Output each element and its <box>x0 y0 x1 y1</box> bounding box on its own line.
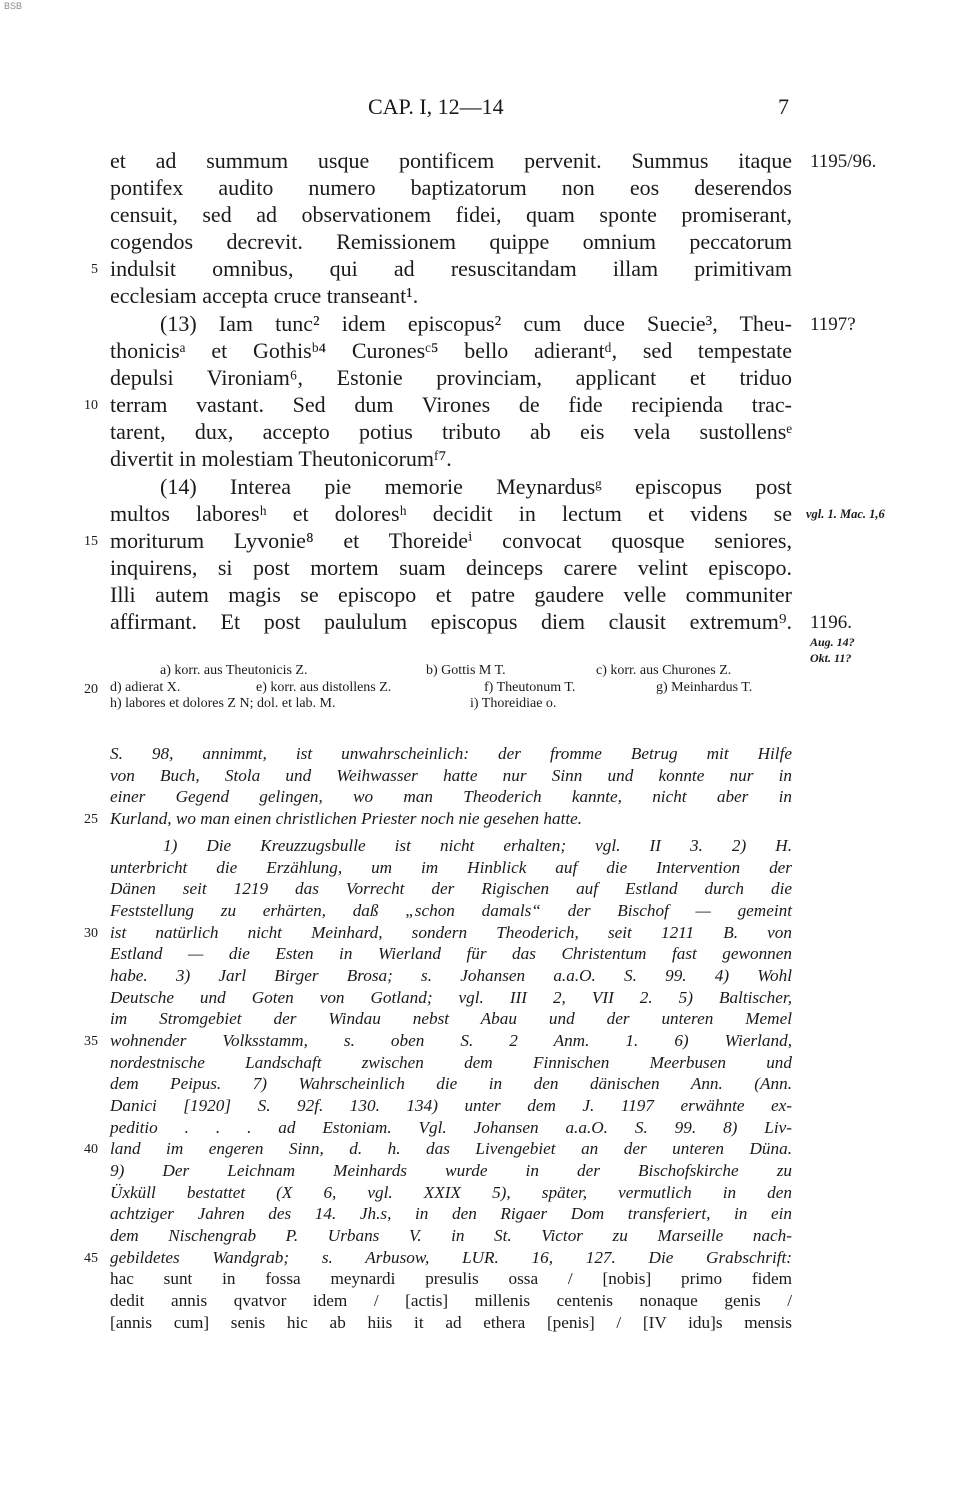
footnote-line: Kurland, wo man einen christlichen Priester noch nie gesehen hatte. <box>110 809 583 828</box>
footnote-line: dem Nischengrab P. Urbans V. in St. Victor zu Marseille nach- <box>110 1226 792 1245</box>
apparatus-note: h) labores et dolores Z N; dol. et lab. M. <box>110 696 336 711</box>
chapter-reference: CAP. I, 12—14 <box>368 94 504 119</box>
main-text-line: depulsi Vironiam⁶, Estonie provinciam, applicant et triduo <box>110 365 792 390</box>
line-number: 5 <box>91 262 98 277</box>
main-text-line: (14) Interea pie memorie Meynardusᵍ episcopus post <box>160 474 792 499</box>
line-number: 10 <box>84 398 98 413</box>
main-text-line: multos laboresʰ et doloresʰ decidit in lectum et videns se <box>110 501 792 526</box>
main-text-line: affirmant. Et post paululum episcopus diem clausit extremum⁹. <box>110 609 792 634</box>
footnote-line: gebildetes Wandgrab; s. Arbusow, LUR. 16, 127. Die Grabschrift: <box>110 1248 792 1267</box>
apparatus-note: b) Gottis M T. <box>426 663 506 678</box>
margin-date: 1196. <box>810 612 853 633</box>
library-watermark: BSB <box>4 1 23 11</box>
apparatus-note: e) korr. aus distollens Z. <box>256 680 392 695</box>
footnote-line: wohnender Volksstamm, s. oben S. 2 Anm. 1. 6) Wierland, <box>110 1031 792 1050</box>
footnote-line: Deutsche und Goten von Gotland; vgl. III 2, VII 2. 5) Baltischer, <box>110 988 792 1007</box>
apparatus-note: a) korr. aus Theutonicis Z. <box>160 663 308 678</box>
footnote-line: im Stromgebiet der Windau nebst Abau und der unteren Memel <box>110 1009 792 1028</box>
margin-date: 1197? <box>810 314 856 335</box>
footnote-line: nordestnische Landschaft zwischen dem Finnischen Meerbusen und <box>110 1053 792 1072</box>
margin-date-detail: Aug. 14? <box>810 635 855 649</box>
apparatus-note: g) Meinhardus T. <box>656 680 753 695</box>
footnote-line: hac sunt in fossa meynardi presulis ossa / [nobis] primo fidem <box>110 1269 792 1288</box>
footnote-line: dedit annis qvatvor idem / [actis] millenis centenis nonaque genis / <box>110 1291 792 1310</box>
line-number: 45 <box>84 1251 98 1266</box>
main-text-line: cogendos decrevit. Remissionem quippe omnium peccatorum <box>110 229 792 254</box>
footnote-line: unterbricht die Erzählung, um im Hinblick auf die Intervention der <box>110 858 792 877</box>
apparatus-note: f) Theutonum T. <box>484 680 576 695</box>
footnote-line: Dänen seit 1219 das Vorrecht der Rigischen auf Estland durch die <box>110 879 792 898</box>
footnote-line: 1) Die Kreuzzugsbulle ist nicht erhalten; vgl. II 3. 2) H. <box>163 836 792 855</box>
footnote-line: einer Gegend gelingen, wo man Theoderich kannte, nicht aber in <box>110 787 792 806</box>
main-text-line: terram vastant. Sed dum Virones de fide recipienda trac- <box>110 392 792 417</box>
footnote-line: habe. 3) Jarl Birger Brosa; s. Johansen a.a.O. S. 99. 4) Wohl <box>110 966 792 985</box>
apparatus-note: c) korr. aus Churones Z. <box>596 663 732 678</box>
footnote-line: [annis cum] senis hic ab hiis it ad ethera [penis] / [IV idu]s mensis <box>110 1313 792 1332</box>
footnote-line: achtziger Jahren des 14. Jh.s, in den Rigaer Dom transferiert, in ein <box>110 1204 792 1223</box>
footnote-line: S. 98, annimmt, ist unwahrscheinlich: der fromme Betrug mit Hilfe <box>110 744 792 763</box>
footnote-line: Üxküll bestattet (X 6, vgl. XXIX 5), später, vermutlich in den <box>110 1183 792 1202</box>
page-number: 7 <box>778 94 789 119</box>
main-text-line: Illi autem magis se episcopo et patre gaudere velle communiter <box>110 582 792 607</box>
main-text-line: moriturum Lyvonie⁸ et Thoreideⁱ convocat quosque seniores, <box>110 528 792 553</box>
apparatus-note: d) adierat X. <box>110 680 181 695</box>
margin-reference: vgl. 1. Mac. 1,6 <box>806 507 885 521</box>
line-number: 25 <box>84 812 98 827</box>
line-number: 15 <box>84 534 98 549</box>
main-text-line: pontifex audito numero baptizatorum non eos deserendos <box>110 175 792 200</box>
footnote-line: peditio . . . ad Estoniam. Vgl. Johansen a.a.O. S. 99. 8) Liv- <box>110 1118 792 1137</box>
main-text-line: tarent, dux, accepto potius tributo ab eis vela sustollensᵉ <box>110 419 792 444</box>
footnote-line: Estland — die Esten in Wierland für das Christentum fast gewonnen <box>110 944 792 963</box>
footnote-line: Feststellung zu erhärten, daß „schon damals“ der Bischof — gemeint <box>110 901 792 920</box>
footnote-line: land im engeren Sinn, d. h. das Livengebiet an der unteren Düna. <box>110 1139 792 1158</box>
main-text-line: ecclesiam accepta cruce transeant¹. <box>110 283 419 308</box>
main-text-line: divertit in molestiam Theutonicorumᶠ⁷. <box>110 446 452 471</box>
main-text-line: et ad summum usque pontificem pervenit. Summus itaque <box>110 148 792 173</box>
footnote-line: dem Peipus. 7) Wahrscheinlich die in den dänischen Ann. (Ann. <box>110 1074 792 1093</box>
footnote-line: Danici [1920] S. 92f. 130. 134) unter dem J. 1197 erwähnte ex- <box>110 1096 792 1115</box>
margin-date-detail: Okt. 11? <box>810 651 852 665</box>
footnote-line: ist natürlich nicht Meinhard, sondern Theoderich, seit 1211 B. von <box>110 923 792 942</box>
main-text-line: censuit, sed ad observationem fidei, quam sponte promiserant, <box>110 202 792 227</box>
line-number: 30 <box>84 926 98 941</box>
apparatus-note: i) Thoreidiae o. <box>470 696 557 711</box>
main-text-line: inquirens, si post mortem suam deinceps carere velint episcopo. <box>110 555 792 580</box>
main-text-line: thonicisᵃ et Gothisᵇ⁴ Curonesᶜ⁵ bello adierantᵈ, sed tempestate <box>110 338 792 363</box>
main-text-line: (13) Iam tunc² idem episcopus² cum duce Suecie³, Theu- <box>160 311 792 336</box>
footnote-line: 9) Der Leichnam Meinhards wurde in der Bischofskirche zu <box>110 1161 792 1180</box>
line-number: 40 <box>84 1142 98 1157</box>
line-number: 20 <box>84 682 98 697</box>
footnote-line: von Buch, Stola und Weihwasser hatte nur Sinn und konnte nur in <box>110 766 792 785</box>
line-number: 35 <box>84 1034 98 1049</box>
margin-date: 1195/96. <box>810 151 877 172</box>
main-text-line: indulsit omnibus, qui ad resuscitandam illam primitivam <box>110 256 792 281</box>
